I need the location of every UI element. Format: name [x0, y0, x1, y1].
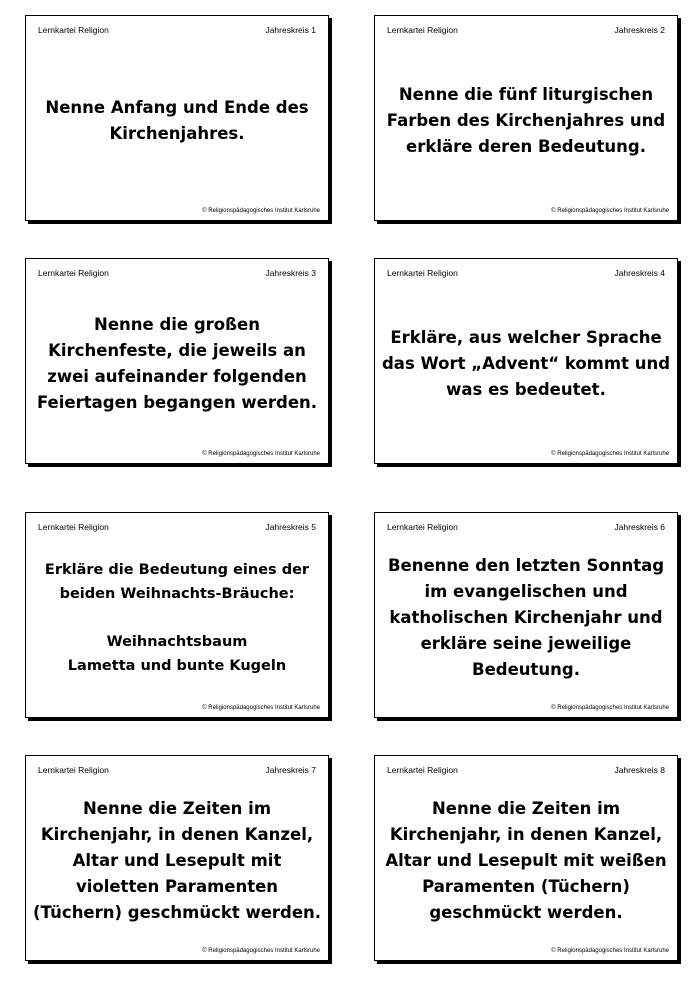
- card-question: [383, 537, 669, 699]
- card-copyright: © Religionspädagogisches Institut Karlsruhe: [202, 208, 320, 214]
- card-jahreskreis-1: [25, 15, 329, 221]
- card-number-label: Jahreskreis 4: [614, 268, 665, 278]
- question-line: Nenne die Zeiten im: [431, 799, 621, 818]
- card-series-label: Lernkartei Religion: [38, 25, 109, 35]
- card-copyright: © Religionspädagogisches Institut Karlsruhe: [551, 948, 669, 954]
- question-line: Farben des Kirchenjahres und: [386, 111, 666, 130]
- card-question: [383, 283, 669, 445]
- question-line: Altar und Lesepult mit weißen: [385, 851, 667, 870]
- card-copyright: © Religionspädagogisches Institut Karlsruhe: [202, 705, 320, 711]
- question-line: Nenne die fünf liturgischen: [398, 85, 654, 104]
- card-series-label: Lernkartei Religion: [38, 522, 109, 532]
- card-header: [387, 268, 665, 278]
- card-series-label: Lernkartei Religion: [38, 765, 109, 775]
- card-question: [383, 780, 669, 942]
- question-line: Weihnachtsbaum: [106, 634, 248, 650]
- question-line: Erkläre, aus welcher Sprache: [390, 328, 662, 347]
- question-line: Altar und Lesepult mit: [72, 851, 282, 870]
- card-jahreskreis-8: [374, 755, 678, 961]
- card-question: [34, 283, 320, 445]
- card-number-label: Jahreskreis 2: [614, 25, 665, 35]
- card-header: [387, 765, 665, 775]
- question-line: Nenne die großen: [94, 315, 260, 334]
- card-question: [34, 780, 320, 942]
- card-series-label: Lernkartei Religion: [387, 522, 458, 532]
- card-copyright: © Religionspädagogisches Institut Karlsruhe: [202, 948, 320, 954]
- question-line: Bedeutung.: [472, 660, 580, 679]
- question-line: zwei aufeinander folgenden: [47, 367, 307, 386]
- card-jahreskreis-6: [374, 512, 678, 718]
- card-series-label: Lernkartei Religion: [387, 268, 458, 278]
- question-line: Lametta und bunte Kugeln: [67, 658, 287, 674]
- card-jahreskreis-4: [374, 258, 678, 464]
- question-line: Feiertagen begangen werden.: [36, 393, 318, 412]
- card-copyright: © Religionspädagogisches Institut Karlsruhe: [551, 451, 669, 457]
- card-question: [34, 537, 320, 699]
- question-line: Benenne den letzten Sonntag: [387, 556, 665, 575]
- card-number-label: Jahreskreis 3: [265, 268, 316, 278]
- question-line: Kirchenfeste, die jeweils an: [48, 341, 306, 360]
- card-question: [383, 40, 669, 202]
- card-jahreskreis-5: [25, 512, 329, 718]
- card-series-label: Lernkartei Religion: [387, 765, 458, 775]
- question-line: was es bedeutet.: [446, 380, 606, 399]
- question-line: erkläre seine jeweilige: [420, 634, 632, 653]
- card-number-label: Jahreskreis 6: [614, 522, 665, 532]
- card-jahreskreis-7: [25, 755, 329, 961]
- card-header: [38, 268, 316, 278]
- card-copyright: © Religionspädagogisches Institut Karlsruhe: [551, 208, 669, 214]
- card-header: [387, 522, 665, 532]
- card-header: [38, 25, 316, 35]
- question-line: beiden Weihnachts-Bräuche:: [59, 586, 295, 602]
- question-line: erkläre deren Bedeutung.: [406, 137, 646, 156]
- card-copyright: © Religionspädagogisches Institut Karlsruhe: [202, 451, 320, 457]
- card-number-label: Jahreskreis 7: [265, 765, 316, 775]
- question-line: Nenne Anfang und Ende des: [45, 98, 309, 117]
- card-header: [387, 25, 665, 35]
- question-line: Kirchenjahr, in denen Kanzel,: [389, 825, 663, 844]
- question-line: im evangelischen und: [424, 582, 628, 601]
- question-line: violetten Paramenten: [75, 877, 279, 896]
- card-jahreskreis-3: [25, 258, 329, 464]
- card-number-label: Jahreskreis 1: [265, 25, 316, 35]
- card-header: [38, 522, 316, 532]
- question-line: Nenne die Zeiten im: [82, 799, 272, 818]
- card-question: [34, 40, 320, 202]
- question-line: das Wort „Advent“ kommt und: [382, 354, 671, 373]
- card-jahreskreis-2: [374, 15, 678, 221]
- question-line: Kirchenjahres.: [109, 124, 245, 143]
- question-line: (Tüchern) geschmückt werden.: [32, 903, 322, 922]
- card-copyright: © Religionspädagogisches Institut Karlsruhe: [551, 705, 669, 711]
- question-line: katholischen Kirchenjahr und: [389, 608, 663, 627]
- question-line: Erkläre die Bedeutung eines der: [44, 562, 310, 578]
- card-series-label: Lernkartei Religion: [387, 25, 458, 35]
- card-number-label: Jahreskreis 8: [614, 765, 665, 775]
- card-header: [38, 765, 316, 775]
- card-number-label: Jahreskreis 5: [265, 522, 316, 532]
- card-series-label: Lernkartei Religion: [38, 268, 109, 278]
- question-line: geschmückt werden.: [429, 903, 623, 922]
- question-line: Kirchenjahr, in denen Kanzel,: [40, 825, 314, 844]
- question-line: Paramenten (Tüchern): [422, 877, 630, 896]
